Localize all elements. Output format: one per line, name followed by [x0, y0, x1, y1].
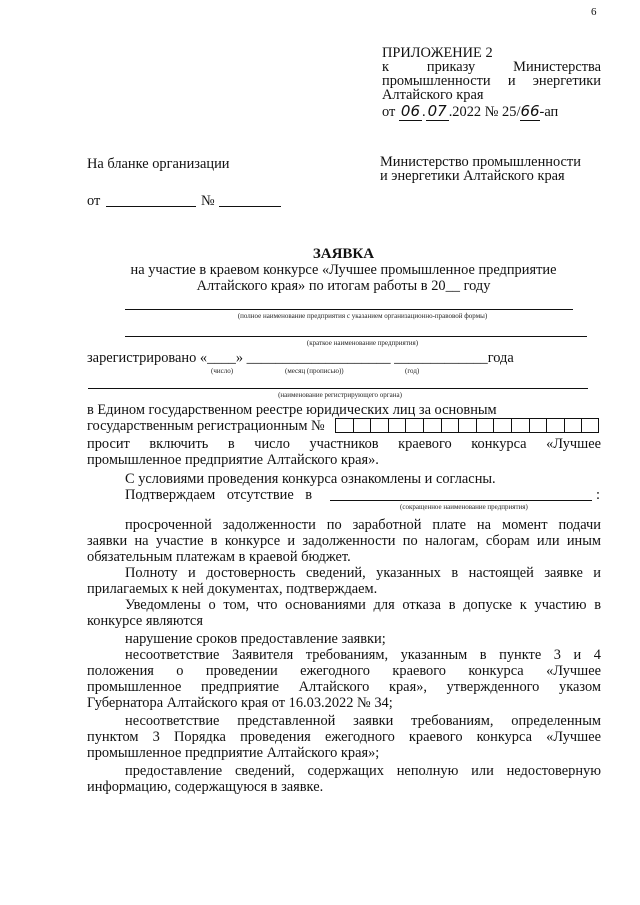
from-number-line: [219, 206, 281, 207]
paragraph-line: конкурсе являются: [87, 613, 203, 629]
ogrn-cell: [546, 418, 564, 433]
short-name-line: [125, 336, 587, 337]
date-dot: .: [422, 104, 426, 120]
ogrn-cell: [529, 418, 547, 433]
ogrn-cell: [370, 418, 388, 433]
paragraph-line: прилагаемых к ней документах, подтверждаем.: [87, 581, 378, 597]
list-item: несоответствие Заявителя требованиям, указанным в пункте 3 и 4: [125, 647, 601, 663]
request-line: просит включить в число участников краевого конкурса «Лучшее: [87, 436, 601, 452]
ogrn-cell: [581, 418, 599, 433]
authority-caption: (наименование регистрирующего органа): [278, 391, 402, 399]
ogrn-cell: [441, 418, 459, 433]
short-name2-caption: (сокращенное наименование предприятия): [400, 503, 528, 511]
month-caption: (месяц (прописью)): [285, 367, 344, 375]
from-number-label: №: [201, 193, 215, 209]
egrul-line: в Едином государственном реестре юридических лиц за основным: [87, 402, 497, 418]
list-item: пунктом 3 Порядка проведения ежегодного краевого конкурса «Лучшее: [87, 729, 601, 745]
list-item: положения о проведении ежегодного краевого конкурса «Лучшее: [87, 663, 601, 679]
full-name-line: [125, 309, 573, 310]
agree-line: С условиями проведения конкурса ознакомлены и согласны.: [125, 471, 496, 487]
list-item: промышленное предприятие Алтайского края», утвержденного указом: [87, 679, 601, 695]
title-line: на участие в краевом конкурсе «Лучшее промышленное предприятие: [130, 262, 557, 278]
short-name-caption: (краткое наименование предприятия): [306, 339, 419, 347]
handwritten-day: 06: [400, 102, 420, 120]
appendix-line: к приказу Министерства: [382, 59, 601, 75]
paragraph-line: Полноту и достоверность сведений, указанных в настоящей заявке и: [125, 565, 601, 581]
authority-line: [88, 388, 588, 389]
ogrn-cell: [335, 418, 353, 433]
order-number: 25/: [502, 104, 521, 120]
ogrn-cell: [405, 418, 423, 433]
list-item: несоответствие представленной заявки требованиям, определенным: [125, 713, 601, 729]
handwritten-number: 66: [520, 102, 540, 120]
full-name-caption: (полное наименование предприятия с указанием организационно-правовой формы): [237, 312, 488, 320]
document-heading: ЗАЯВКА: [312, 246, 375, 262]
registered-line: зарегистрировано «____» ____________________ _____________года: [87, 350, 514, 366]
from-label: от: [87, 193, 101, 209]
paragraph-line: просроченной задолженности по заработной плате на момент подачи: [125, 517, 601, 533]
egrul-line: государственным регистрационным №: [87, 418, 325, 434]
ogrn-cell: [493, 418, 511, 433]
handwritten-month: 07: [427, 102, 447, 120]
ogrn-cell: [511, 418, 529, 433]
ogrn-cells: [335, 418, 599, 433]
list-item: промышленное предприятие Алтайского края»;: [87, 745, 380, 761]
number-suffix: -ап: [539, 104, 559, 120]
date-year: .2022: [448, 104, 482, 120]
confirm-line: [330, 500, 592, 501]
letterhead-note: На бланке организации: [87, 156, 230, 172]
list-item: предоставление сведений, содержащих неполную или недостоверную: [125, 763, 601, 779]
addressee-line: Министерство промышленности: [380, 154, 581, 170]
list-item: информацию, содержащуюся в заявке.: [87, 779, 324, 795]
list-item: нарушение сроков предоставление заявки;: [125, 631, 386, 647]
confirm-label: Подтверждаем отсутствие в: [125, 487, 313, 503]
addressee-line: и энергетики Алтайского края: [380, 168, 565, 184]
appendix-line: Алтайского края: [382, 87, 484, 103]
day-caption: (число): [211, 367, 234, 375]
ogrn-cell: [423, 418, 441, 433]
paragraph-line: Уведомлены о том, что основаниями для отказа в допуске к участию в: [125, 597, 601, 613]
paragraph-line: заявки на участие в конкурсе и задолженности по налогам, сборам или иным: [87, 533, 601, 549]
year-caption: (год): [405, 367, 420, 375]
date-prefix: от: [382, 104, 396, 120]
list-item: Губернатора Алтайского края от 16.03.2022 № 34;: [87, 695, 393, 711]
ogrn-cell: [353, 418, 371, 433]
from-date-line: [106, 206, 196, 207]
ogrn-cell: [564, 418, 582, 433]
confirm-colon: :: [596, 487, 600, 503]
appendix-date-line: [382, 103, 558, 120]
number-label: №: [484, 104, 499, 120]
ogrn-cell: [476, 418, 494, 433]
appendix-title: ПРИЛОЖЕНИЕ 2: [382, 45, 493, 61]
ogrn-cell: [458, 418, 476, 433]
request-line: промышленное предприятие Алтайского края».: [87, 452, 379, 468]
ogrn-cell: [388, 418, 406, 433]
appendix-line: промышленности и энергетики: [382, 73, 601, 89]
page-number: 6: [591, 6, 597, 18]
title-line: Алтайского края» по итогам работы в 20__ году: [196, 278, 491, 294]
paragraph-line: обязательным платежам в краевой бюджет.: [87, 549, 351, 565]
